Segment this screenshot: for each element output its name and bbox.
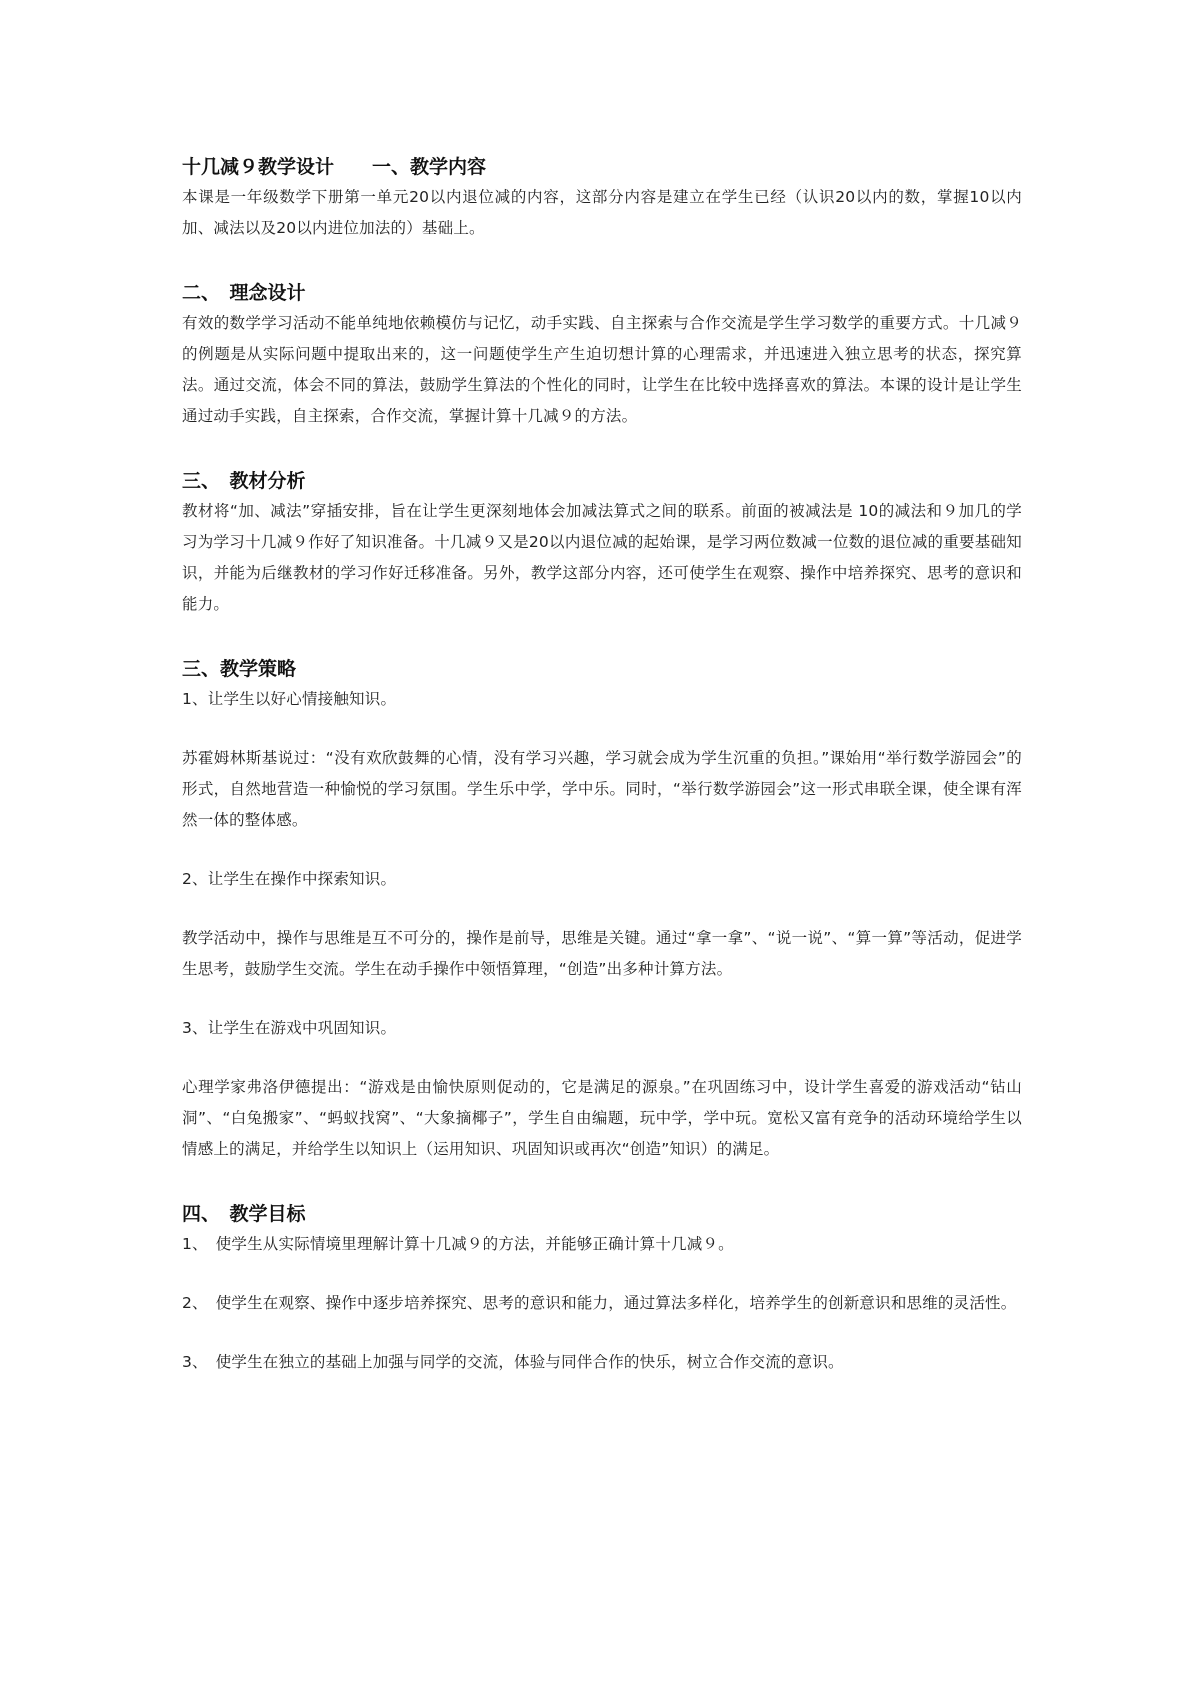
objective-item-3: 3、 使学生在独立的基础上加强与同学的交流，体验与同伴合作的快乐，树立合作交流的意识。 [182, 1353, 844, 1371]
document-page [182, 152, 1022, 1378]
strategy-item-3: 3、让学生在游戏中巩固知识。 [182, 1019, 397, 1037]
strategy-item-1: 1、让学生以好心情接触知识。 [182, 690, 397, 708]
strategy-paragraph-3: 心理学家弗洛伊德提出：“游戏是由愉快原则促动的，它是满足的源泉。”在巩固练习中，设计学生喜爱的游戏活动“钻山洞”、“白兔搬家”、“蚂蚁找窝”、“大象摘椰子”，学生自由编题，玩中学，学中玩。宽松又富有竞争的活动环境给学生以情感上的满足，并给学生以知识上（运用知识、巩固知识或再次“创造”知识）的满足。 [182, 1078, 1022, 1158]
document-title: 十几减９教学设计 一、教学内容 [182, 156, 487, 178]
strategy-paragraph-2: 教学活动中，操作与思维是互不可分的，操作是前导，思维是关键。通过“拿一拿”、“说一说”、“算一算”等活动，促进学生思考，鼓励学生交流。学生在动手操作中领悟算理，“创造”出多种计算方法。 [182, 929, 1022, 978]
objective-item-2: 2、 使学生在观察、操作中逐步培养探究、思考的意识和能力，通过算法多样化，培养学生的创新意识和思维的灵活性。 [182, 1294, 1017, 1312]
section2-heading: 二、 理念设计 [182, 282, 306, 304]
objective-item-1: 1、 使学生从实际情境里理解计算十几减９的方法，并能够正确计算十几减９。 [182, 1235, 734, 1253]
section5-heading: 四、 教学目标 [182, 1203, 306, 1225]
section3-heading: 三、 教材分析 [182, 470, 306, 492]
section4-heading: 三、教学策略 [182, 658, 297, 680]
section2-paragraph: 有效的数学学习活动不能单纯地依赖模仿与记忆，动手实践、自主探索与合作交流是学生学习数学的重要方式。十几减９的例题是从实际问题中提取出来的，这一问题使学生产生迫切想计算的心理需求，并迅速进入独立思考的状态，探究算法。通过交流，体会不同的算法，鼓励学生算法的个性化的同时，让学生在比较中选择喜欢的算法。本课的设计是让学生通过动手实践，自主探索，合作交流，掌握计算十几减９的方法。 [182, 314, 1022, 425]
strategy-paragraph-1: 苏霍姆林斯基说过：“没有欢欣鼓舞的心情，没有学习兴趣，学习就会成为学生沉重的负担。”课始用“举行数学游园会”的形式，自然地营造一种愉悦的学习氛围。学生乐中学，学中乐。同时，“举行数学游园会”这一形式串联全课，使全课有浑然一体的整体感。 [182, 749, 1022, 829]
section3-paragraph: 教材将“加、减法”穿插安排，旨在让学生更深刻地体会加减法算式之间的联系。前面的被减法是 10的减法和９加几的学习为学习十几减９作好了知识准备。十几减９又是20以内退位减的起始课，是学习两位数减一位数的退位减的重要基础知识，并能为后继教材的学习作好迁移准备。另外，教学这部分内容，还可使学生在观察、操作中培养探究、思考的意识和能力。 [182, 502, 1022, 613]
section1-paragraph: 本课是一年级数学下册第一单元20以内退位减的内容，这部分内容是建立在学生已经（认识20以内的数，掌握10以内加、减法以及20以内进位加法的）基础上。 [182, 188, 1022, 237]
strategy-item-2: 2、让学生在操作中探索知识。 [182, 870, 397, 888]
